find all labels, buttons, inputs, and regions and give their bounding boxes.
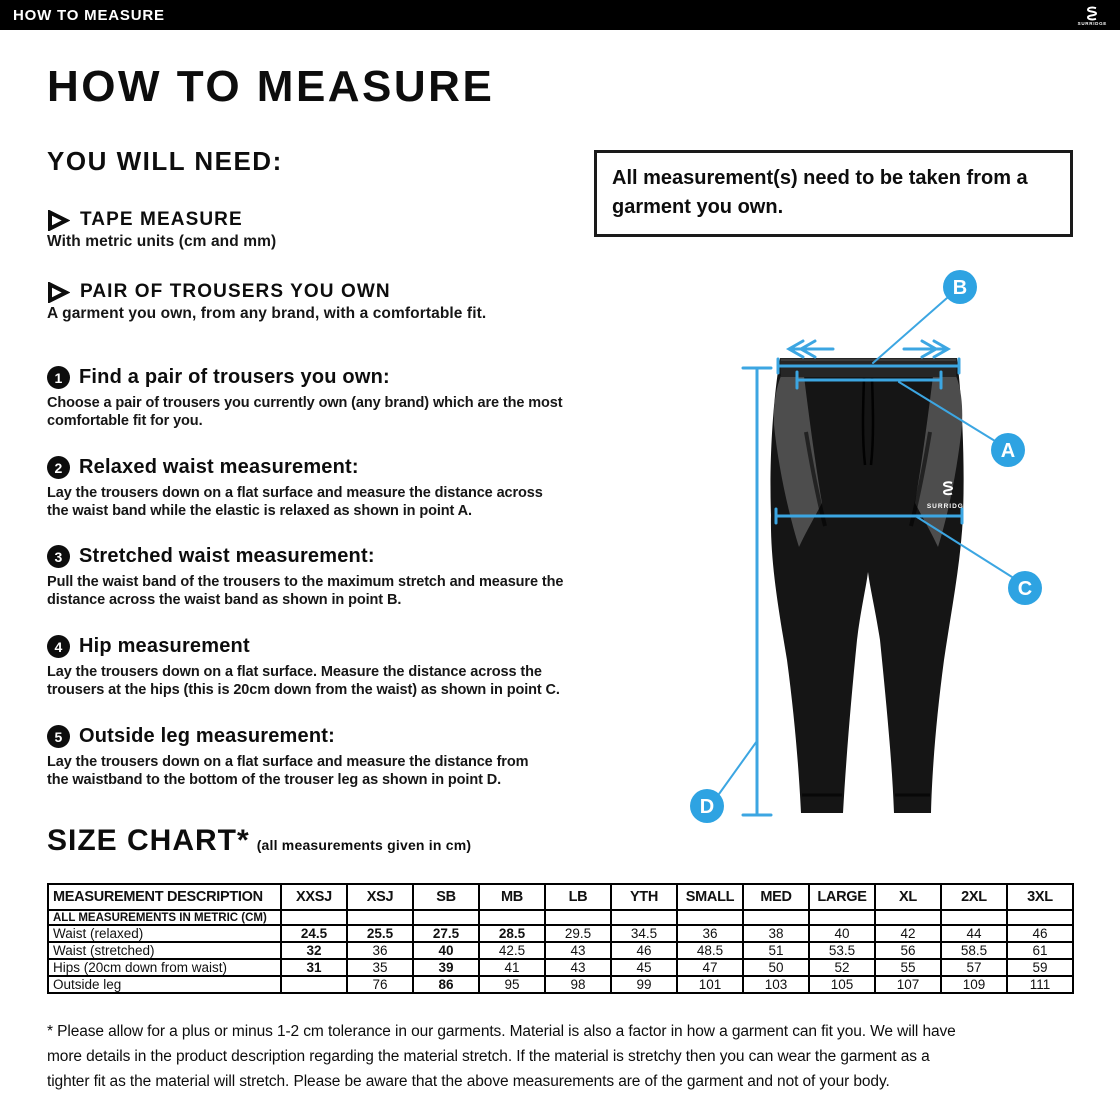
size-chart-cell: 47 [677, 959, 743, 976]
size-chart-header [48, 884, 1073, 910]
size-chart-cell: 31 [281, 959, 347, 976]
size-chart-cell [677, 910, 743, 925]
size-chart-cell: 109 [941, 976, 1007, 993]
size-chart-cell: 43 [545, 959, 611, 976]
step-heading: Find a pair of trousers you own: [79, 366, 390, 388]
size-chart-cell: 50 [743, 959, 809, 976]
size-chart-cell: 25.5 [347, 925, 413, 942]
size-chart-cell [743, 910, 809, 925]
step-4 [47, 635, 657, 699]
size-chart-heading [47, 824, 471, 858]
size-chart-cell [413, 910, 479, 925]
surridge-logo [1078, 6, 1107, 27]
step-number-badge: 2 [47, 456, 70, 479]
measurement-note-box: All measurement(s) need to be taken from a garment you own. [594, 150, 1073, 237]
size-chart-cell [545, 910, 611, 925]
size-chart-col-xxsj: XXSJ [281, 884, 347, 910]
size-chart-cell: 56 [875, 942, 941, 959]
trousers-measurement-diagram [670, 258, 1090, 838]
size-chart-cell: 42 [875, 925, 941, 942]
size-chart-cell: 43 [545, 942, 611, 959]
surridge-wordmark: SURRIDGE [1077, 20, 1107, 26]
size-chart-cell [809, 910, 875, 925]
size-chart-cell: 41 [479, 959, 545, 976]
size-chart-cell: 27.5 [413, 925, 479, 942]
size-chart-col-lb: LB [545, 884, 611, 910]
size-chart-row [48, 942, 1073, 959]
size-chart-col-2xl: 2XL [941, 884, 1007, 910]
size-chart-cell: 48.5 [677, 942, 743, 959]
step-body: Pull the waist band of the trousers to the maximum stretch and measure the distance across the waist band as shown in point B. [47, 574, 564, 608]
leader-B [873, 298, 947, 363]
step-5 [47, 725, 657, 789]
leader-D [719, 741, 757, 794]
size-chart-row-label: Outside leg [48, 976, 281, 993]
step-heading: Stretched waist measurement: [79, 545, 375, 567]
size-chart-cell: 35 [347, 959, 413, 976]
size-chart-row [48, 976, 1073, 993]
size-chart-cell: 61 [1007, 942, 1073, 959]
step-body: Choose a pair of trousers you currently own (any brand) which are the most comfortable fit for you. [47, 395, 563, 429]
size-chart-col-xsj: XSJ [347, 884, 413, 910]
size-chart-cell: 24.5 [281, 925, 347, 942]
size-chart-cell [281, 910, 347, 925]
size-chart-cell: 45 [611, 959, 677, 976]
size-chart-subtitle: (all measurements given in cm) [256, 837, 472, 853]
size-chart-cell [875, 910, 941, 925]
size-chart-col-sb: SB [413, 884, 479, 910]
you-will-need-heading: YOU WILL NEED: [47, 146, 283, 176]
size-chart-col-description: MEASUREMENT DESCRIPTION [48, 884, 281, 910]
size-chart-cell [347, 910, 413, 925]
size-chart-cell: 40 [809, 925, 875, 942]
size-chart-cell: 103 [743, 976, 809, 993]
size-chart-cell: 76 [347, 976, 413, 993]
size-chart-cell: 28.5 [479, 925, 545, 942]
step-number-badge: 5 [47, 725, 70, 748]
size-chart-cell: 36 [347, 942, 413, 959]
size-chart-col-med: MED [743, 884, 809, 910]
size-chart-cell [941, 910, 1007, 925]
garment-logo-text: SURRIDGE [926, 503, 970, 510]
marker-A-label: A [1000, 440, 1016, 462]
size-chart-cell [611, 910, 677, 925]
size-chart-col-3xl: 3XL [1007, 884, 1073, 910]
size-chart-cell [1007, 910, 1073, 925]
size-chart-cell: 44 [941, 925, 1007, 942]
size-chart-cell: 46 [1007, 925, 1073, 942]
size-chart-cell: 38 [743, 925, 809, 942]
step-1 [47, 366, 657, 430]
size-chart-cell: 32 [281, 942, 347, 959]
size-chart-row [48, 959, 1073, 976]
top-bar-title: HOW TO MEASURE [13, 6, 165, 24]
size-chart-cell: ALL MEASUREMENTS IN METRIC (CM) [48, 910, 281, 925]
need-item-trousers [47, 281, 486, 323]
size-chart-cell: 36 [677, 925, 743, 942]
size-chart-cell: 99 [611, 976, 677, 993]
size-chart-col-mb: MB [479, 884, 545, 910]
need-item-description: A garment you own, from any brand, with a comfortable fit. [47, 305, 487, 322]
size-chart-cell: 40 [413, 942, 479, 959]
top-bar [0, 0, 1120, 30]
step-body: Lay the trousers down on a flat surface. Measure the distance across the trousers at the hips (this is 20cm down from the waist) as shown in point C. [47, 664, 560, 698]
triangle-bullet-icon [47, 210, 70, 231]
size-chart-cell: 98 [545, 976, 611, 993]
size-chart-row-label: Waist (stretched) [48, 942, 281, 959]
marker-D-label: D [699, 796, 715, 818]
need-item-tape-measure [47, 209, 276, 251]
size-chart-body [48, 910, 1073, 993]
size-chart-cell: 101 [677, 976, 743, 993]
size-chart-cell: 107 [875, 976, 941, 993]
size-chart-row-label: Hips (20cm down from waist) [48, 959, 281, 976]
size-chart-cell: 51 [743, 942, 809, 959]
size-chart-cell [479, 910, 545, 925]
size-chart-col-small: SMALL [677, 884, 743, 910]
size-chart-cell: 46 [611, 942, 677, 959]
step-3 [47, 545, 657, 609]
measure-line-D [743, 368, 771, 815]
size-chart-cell: 95 [479, 976, 545, 993]
step-heading: Hip measurement [79, 635, 250, 657]
size-chart-cell: 55 [875, 959, 941, 976]
step-number-badge: 1 [47, 366, 70, 389]
step-number-badge: 4 [47, 635, 70, 658]
size-chart-metric-row [48, 910, 1073, 925]
step-heading: Outside leg measurement: [79, 725, 335, 747]
size-chart-title: SIZE CHART* [47, 824, 250, 857]
need-item-label: PAIR OF TROUSERS YOU OWN [80, 281, 391, 302]
need-item-description: With metric units (cm and mm) [47, 233, 277, 250]
size-chart-cell: 52 [809, 959, 875, 976]
step-body: Lay the trousers down on a flat surface and measure the distance across the waist band while the elastic is relaxed as shown in point A. [47, 485, 543, 519]
page-title: HOW TO MEASURE [47, 62, 495, 111]
surridge-s-icon [1085, 6, 1099, 21]
size-chart-cell [281, 976, 347, 993]
marker-B-label: B [952, 277, 968, 299]
size-chart-table [47, 883, 1074, 994]
size-chart-row [48, 925, 1073, 942]
size-chart-cell: 39 [413, 959, 479, 976]
size-chart-cell: 34.5 [611, 925, 677, 942]
size-chart-row-label: Waist (relaxed) [48, 925, 281, 942]
size-chart-col-xl: XL [875, 884, 941, 910]
size-chart-cell: 86 [413, 976, 479, 993]
size-chart-cell: 29.5 [545, 925, 611, 942]
triangle-bullet-icon [47, 282, 70, 303]
step-body: Lay the trousers down on a flat surface and measure the distance from the waistband to the bottom of the trouser leg as shown in point D. [47, 754, 529, 788]
size-chart-cell: 105 [809, 976, 875, 993]
marker-C-label: C [1017, 578, 1033, 600]
size-chart-cell: 58.5 [941, 942, 1007, 959]
size-chart-cell: 42.5 [479, 942, 545, 959]
need-item-label: TAPE MEASURE [80, 209, 243, 230]
size-chart-cell: 59 [1007, 959, 1073, 976]
size-chart-col-large: LARGE [809, 884, 875, 910]
step-number-badge: 3 [47, 545, 70, 568]
size-chart-cell: 53.5 [809, 942, 875, 959]
size-chart-cell: 111 [1007, 976, 1073, 993]
size-chart-cell: 57 [941, 959, 1007, 976]
step-2 [47, 456, 657, 520]
step-heading: Relaxed waist measurement: [79, 456, 359, 478]
tolerance-footnote: * Please allow for a plus or minus 1-2 cm tolerance in our garments. Material is also a factor in how a garment can fit you. We will have more details in the product description regarding the material stretch. If the material is stretchy then you can wear the garment as a tighter fit as the material will stretch. Please be aware that the above measurements are of the garment and not of your body. [47, 1023, 956, 1090]
size-chart-col-yth: YTH [611, 884, 677, 910]
